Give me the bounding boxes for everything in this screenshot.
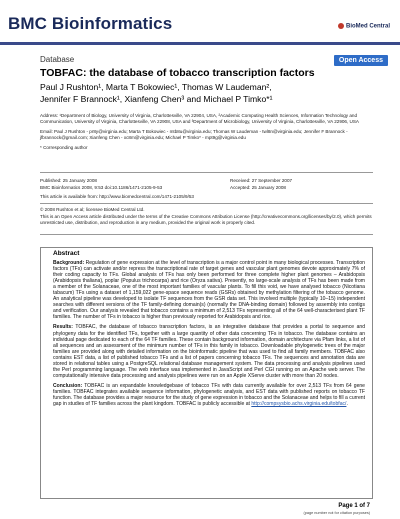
header-rule	[0, 42, 400, 45]
article-title: TOBFAC: the database of tobacco transcription factors	[40, 67, 315, 79]
journal-header	[0, 0, 400, 40]
publisher-logo	[338, 23, 390, 30]
abstract-body	[53, 260, 365, 411]
abstract-background	[53, 260, 365, 320]
background-label: Background:	[53, 260, 85, 266]
publisher-name: BioMed Central	[345, 23, 390, 30]
corresponding-author-note: * Corresponding author	[40, 145, 88, 151]
divider-bottom	[40, 234, 373, 235]
authors-line-2: Jennifer F Brannock¹, Xianfeng Chen³ and Michael P Timko*¹	[40, 94, 273, 104]
results-text: TOBFAC, the database of tobacco transcription factors, is an integrative database that provides a portal to sequence and phylogeny data for the identified TFs, together with a large quantity of other data concerning TFs in tobacco. The database contains an individual page dedicated to each of the 64 TF families. These contain background information, domain architecture via Pfam links, a list of all sequences and an assessment of the minimum number of TFs in this family in tobacco. Downloadable phylogenetic trees of the major families are provided along with detailed information on the bioinformatic pipeline that was used to find all family members. TOBFAC also contains EST data, a list of published tobacco TFs and a list of papers concerning tobacco TFs. The sequences and annotation data are stored in relational tables using a PostgreSQL relational database management system. The data processing and analysis pipelines used the Perl programming language. The web interface was implemented in JavaScript and Perl CGI running on an Apache web server. The computationally intensive data processing and analysis pipelines were run on an Apple XServe cluster with more than 20 nodes.	[53, 324, 366, 379]
conclusion-text: TOBFAC is an expandable knowledgebase of tobacco TFs with data currently available for over 2,513 TFs from 64 gene families. TOBFAC integrates available sequence information, phylogenetic analysis, and EST data with published reports on tobacco TF function. The database provides a major resource for the study of gene expression in tobacco and the Solanaceae and helps to fill a current gap in studies of TF families across the plant kingdom. TOBFAC is publicly accessible at	[53, 382, 365, 408]
abstract-heading: Abstract	[53, 250, 80, 257]
page-note: (page number not for citation purposes)	[303, 511, 370, 515]
received-date: Received: 27 September 2007	[230, 178, 293, 183]
license: This is an Open Access article distributed under the terms of the Creative Commons Attribution License (http://creativecommons.org/licenses/by/2.0), which permits unrestricted use, distribution, and reproduction in any medium, provided the original work is properly cited.	[40, 214, 372, 226]
abstract-results	[53, 324, 365, 378]
background-text: Regulation of gene expression at the level of transcription is a major control point in many biological processes. Transcription factors (TFs) can activate and/or repress the transcriptional rate of target genes and vascular plant genomes devote approximately 7% of their coding capacity to TFs. Global analysis of TFs has only been performed for three complete higher plant genomes – Arabidopsis (Arabidopsis thaliana), poplar (Populus trichocarpa) and rice (Oryza sativa). Presently, no large-scale analysis of TFs has been made from a member of the Solanaceae, one of the most important families of vascular plants. To fill this void, we have analysed tobacco (Nicotiana tabacum) TFs using a dataset of 1,159,022 gene-space sequence reads (GSRs) obtained by methylation filtering of the tobacco genome. An analytical pipeline was developed to isolate TF sequences from the GSR data set. This involved multiple (typically 10–15) independent searches with different versions of the TF family-defining domain(s) (normally the DNA-binding domain) followed by assembly into contigs and verification. Our analysis revealed that tobacco contains a minimum of 2,513 TFs representing all of the 64 well-characterised plant TF families. The number of TFs in tobacco is higher than previously reported for Arabidopsis and rice.	[53, 260, 365, 321]
author-emails: Email: Paul J Rushton - pr8y@virginia.edu; Marta T Bokowiec - mtb8u@virginia.edu; Thomas W Laudeman - twl8n@virginia.edu; Jennifer F Brannock - jfbrannock@gmail.com; Xianfeng Chen - xc8m@virginia.edu; Michael P Timko* - mpt9g@virginia.edu	[40, 129, 348, 141]
database-link[interactable]: http://compsysbio.achs.virginia.edu/tobfac/	[251, 401, 347, 408]
divider-top	[40, 172, 373, 173]
open-access-badge: Open Access	[334, 55, 388, 66]
published-date: Published: 25 January 2008	[40, 178, 97, 183]
authors-line-1: Paul J Rushton¹, Marta T Bokowiec¹, Thomas W Laudeman²,	[40, 82, 272, 92]
conclusion-label: Conclusion:	[53, 382, 83, 389]
conclusion-end: .	[346, 401, 348, 408]
divider-middle	[40, 203, 373, 204]
citation: BMC Bioinformatics 2008, 9:53 doi:10.1186/1471-2105-9-53	[40, 185, 163, 190]
address: Address: ¹Department of Biology, University of Virginia, Charlottesville, VA 22904, USA, ²Academic Computing Health Sciences, Information Technology and Communication, University of Virginia, Charlottesville, VA 22908, USA and ³Department of Microbiology, University of Virginia, Charlottesville, VA 22906, USA	[40, 113, 359, 125]
article-type: Database	[40, 55, 75, 64]
results-label: Results:	[53, 324, 73, 331]
page-number: Page 1 of 7	[338, 503, 370, 509]
article-link[interactable]: This article is available from: http://www.biomedcentral.com/1471-2105/9/53	[40, 194, 194, 199]
author-list	[40, 81, 380, 105]
affiliations	[40, 113, 375, 155]
publisher-logo-icon	[338, 23, 344, 29]
copyright: © 2008 Rushton et al; licensee BioMed Central Ltd.	[40, 207, 145, 212]
abstract-conclusion	[53, 383, 365, 407]
journal-title: BMC Bioinformatics	[8, 14, 173, 33]
accepted-date: Accepted: 25 January 2008	[230, 185, 286, 190]
